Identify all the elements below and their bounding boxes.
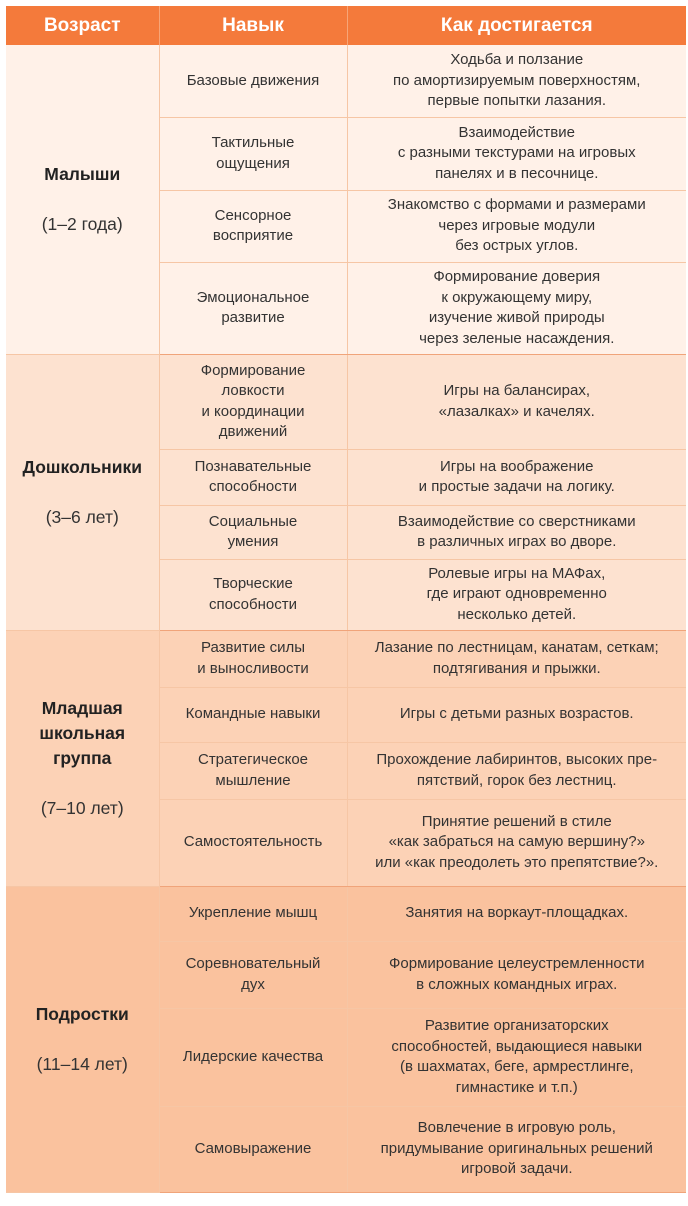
skill-cell: Познавательные способности — [159, 449, 347, 505]
skill-cell: Базовые движения — [159, 45, 347, 117]
skill-cell: Развитие силы и выносливости — [159, 630, 347, 687]
method-cell: Ходьба и ползание по амортизируемым поверхностям, первые попытки лазания. — [347, 45, 686, 117]
method-cell: Взаимодействие с разными текстурами на игровых панелях и в песочнице. — [347, 117, 686, 190]
method-cell: Игры на балансирах, «лазалках» и качелях. — [347, 354, 686, 449]
table-row — [6, 630, 686, 687]
age-skills-table — [6, 6, 686, 1193]
method-cell: Игры с детьми разных возрастов. — [347, 687, 686, 742]
age-group-range: (1–2 года) — [41, 213, 123, 234]
age-group-range: (11–14 лет) — [36, 1053, 128, 1074]
method-cell: Занятия на воркаут-площадках. — [347, 886, 686, 941]
age-group-cell — [6, 354, 159, 630]
method-cell: Вовлечение в игровую роль, придумывание оригинальных решений игровой задачи. — [347, 1106, 686, 1192]
skills-table-container — [6, 6, 686, 1193]
skill-cell: Творческие способности — [159, 559, 347, 630]
skill-cell: Укрепление мышц — [159, 886, 347, 941]
age-group-range: (7–10 лет) — [40, 797, 124, 818]
header-skill: Навык — [159, 6, 347, 45]
skill-cell: Командные навыки — [159, 687, 347, 742]
skill-cell: Соревновательный дух — [159, 941, 347, 1008]
skill-cell: Эмоциональное развитие — [159, 262, 347, 354]
method-cell: Развитие организаторских способностей, выдающиеся навыки (в шахматах, беге, армрестлинге, гимнастике и т.п.) — [347, 1008, 686, 1106]
method-cell: Прохождение лабиринтов, высоких пре- пятствий, горок без лестниц. — [347, 742, 686, 799]
method-cell: Формирование целеустремленности в сложных командных играх. — [347, 941, 686, 1008]
method-cell: Лазание по лестницам, канатам, сеткам; подтягивания и прыжки. — [347, 630, 686, 687]
skill-cell: Социальные умения — [159, 505, 347, 559]
age-group-name: Подростки — [35, 1003, 129, 1024]
age-group-name: Малыши — [44, 163, 121, 184]
skill-cell: Лидерские качества — [159, 1008, 347, 1106]
age-group-name: Младшая школьная группа — [39, 697, 126, 768]
method-cell: Формирование доверия к окружающему миру, изучение живой природы через зеленые насаждения. — [347, 262, 686, 354]
table-row — [6, 45, 686, 117]
method-cell: Знакомство с формами и размерами через игровые модули без острых углов. — [347, 190, 686, 262]
skill-cell: Сенсорное восприятие — [159, 190, 347, 262]
method-cell: Ролевые игры на МАФах, где играют одновременно несколько детей. — [347, 559, 686, 630]
skill-cell: Самостоятельность — [159, 799, 347, 886]
method-cell: Игры на воображение и простые задачи на логику. — [347, 449, 686, 505]
table-row — [6, 886, 686, 941]
age-group-cell — [6, 45, 159, 354]
method-cell: Принятие решений в стиле «как забраться на самую вершину?» или «как преодолеть это препятствие?». — [347, 799, 686, 886]
skill-cell: Тактильные ощущения — [159, 117, 347, 190]
skill-cell: Формирование ловкости и координации движений — [159, 354, 347, 449]
header-age: Возраст — [6, 6, 159, 45]
age-group-name: Дошкольники — [22, 456, 142, 477]
skill-cell: Самовыражение — [159, 1106, 347, 1192]
skill-cell: Стратегическое мышление — [159, 742, 347, 799]
age-group-cell — [6, 886, 159, 1192]
table-row — [6, 354, 686, 449]
table-header-row — [6, 6, 686, 45]
header-how: Как достигается — [347, 6, 686, 45]
method-cell: Взаимодействие со сверстниками в различных играх во дворе. — [347, 505, 686, 559]
age-group-cell — [6, 630, 159, 886]
age-group-range: (3–6 лет) — [45, 506, 119, 527]
